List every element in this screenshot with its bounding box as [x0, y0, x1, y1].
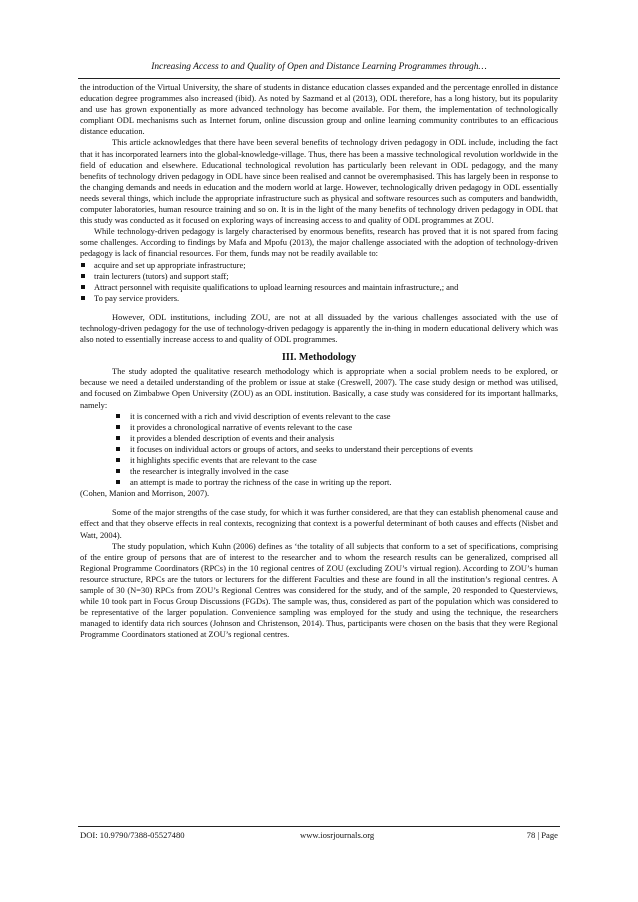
journal-website: www.iosrjournals.org	[300, 830, 375, 840]
paragraph-challenges: While technology-driven pedagogy is largely characterised by enormous benefits, research has proved that it is not spared from facing some challenges. According to findings by Mafa and Mpofu (2013), the major challenge associated with the adoption of technology-driven pedagogy is lack of financial resources. For them, funds may not be readily available to:	[80, 226, 558, 259]
running-title: Increasing Access to and Quality of Open and Distance Learning Programmes through…	[151, 62, 487, 72]
list-item: Attract personnel with requisite qualifications to upload learning resources and maintain infrastructure,; and	[80, 282, 558, 293]
list-item: acquire and set up appropriate infrastructure;	[80, 260, 558, 271]
paragraph-benefits: This article acknowledges that there have been several benefits of technology driven pedagogy in ODL include, including the fact that it has incorporated learners into the global-knowledge-village. Thus, there has been a massive technological revolution worldwide in the field of education and elsewhere. Educational technological revolution has particularly been relevant in ODL pedagogy, and the many benefits of technology driven pedagogy in ODL have since been realised and cannot be overemphasised. This has largely been in response to the changing demands and needs in education and the modern world at large. However, technologically driven pedagogy in ODL essentially needs several things, which include the appropriate infrastructure such as physical and software resources such as computers and bandwidth, computer laboratories, human resource training and so on. It is in the light of the many benefits of technology driven pedagogy in ODL that this study was conducted as it focused on exploring ways of increasing access to and quality of ODL programmes at ZOU.	[80, 137, 558, 226]
list-item: it is concerned with a rich and vivid description of events relevant to the case	[80, 411, 558, 422]
square-bullet-icon	[116, 436, 120, 440]
page-footer	[80, 830, 558, 842]
list-item: it focuses on individual actors or groups of actors, and seeks to understand their perceptions of events	[80, 444, 558, 455]
doi-label: DOI: 10.9790/7388-05527480	[80, 830, 185, 840]
case-study-hallmarks-list	[80, 411, 558, 489]
square-bullet-icon	[81, 274, 85, 278]
square-bullet-icon	[116, 469, 120, 473]
list-item: it highlights specific events that are relevant to the case	[80, 455, 558, 466]
paragraph-population: The study population, which Kuhn (2006) defines as ‘the totality of all subjects that conform to a set of specifications, comprising of the entire group of persons that are of interest to the researcher and to whom the research results can be generalized, comprised all Regional Programme Coordinators (RPCs) in the 10 regional centres of ZOU (excluding ZOU’s virtual region). According to ZOU’s human resource structure, RPCs are the tutors or lecturers for the different Faculties and these are found in all the institution’s regional centres. A sample of 30 (N=30) RPCs from ZOU’s Regional Centres was considered for the study, and of the sample, 20 responded to Questerviews, while 10 took part in Focus Group Discussions (FGDs). The sample was, thus, considered as part of the population which was considered to be representative of the larger population. Convenience sampling was employed for the study and using the technique, the researchers managed to identify data rich sources (Johnson and Christenson, 2014). Thus, participants were chosen on the basis that they were Regional Programme Coordinators stationed at ZOU’s regional centres.	[80, 540, 558, 640]
funding-list	[80, 260, 558, 304]
square-bullet-icon	[116, 447, 120, 451]
list-item: it provides a chronological narrative of events relevant to the case	[80, 422, 558, 433]
header-rule	[78, 78, 560, 79]
square-bullet-icon	[116, 414, 120, 418]
paragraph-methodology: The study adopted the qualitative research methodology which is appropriate when a social problem needs to be explored, or because we need a detailed understanding of the problem or issue at stake (Creswell, 2007). The case study design or method was utilised, and focused on Zimbabwe Open University (ZOU) as an ODL institution. Basically, a case study was considered for its important hallmarks, namely:	[80, 366, 558, 410]
square-bullet-icon	[116, 425, 120, 429]
footer-rule	[78, 826, 560, 827]
list-item: To pay service providers.	[80, 293, 558, 304]
list-item: train lecturers (tutors) and support staff;	[80, 271, 558, 282]
square-bullet-icon	[116, 458, 120, 462]
page-number: 78 | Page	[526, 830, 558, 840]
paragraph-virtual-university: the introduction of the Virtual University, the share of students in distance education classes expanded and the percentage enrolled in distance education degree programmes also increased (ibid). As noted by Sazmand et al (2013), ODL therefore, has a long history, but its popularity and use has grown exponentially as more advanced technology has become available. For them, the implementation of technologically compliant ODL mechanisms such as Internet forum, online discussion group and online learning community contributes to an efficacious distance education.	[80, 82, 558, 137]
paragraph-strengths: Some of the major strengths of the case study, for which it was further considered, are that they can establish phenomenal cause and effect and that they observe effects in real contexts, recognizing that context is a powerful determinant of both causes and effects (Nisbet and Watt, 2004).	[80, 507, 558, 540]
list-item: an attempt is made to portray the richness of the case in writing up the report.	[80, 477, 558, 488]
paragraph-odl-institutions: However, ODL institutions, including ZOU, are not at all dissuaded by the various challenges associated with the use of technology-driven pedagogy for the use of technology-driven pedagogy is apparently the in-thing in modern educational delivery which was also noted to essentially increase access to and quality of ODL programmes.	[80, 311, 558, 345]
section-heading: III. Methodology	[281, 352, 357, 364]
square-bullet-icon	[81, 285, 85, 289]
article-body	[80, 82, 558, 641]
list-item: it provides a blended description of events and their analysis	[80, 433, 558, 444]
citation: (Cohen, Manion and Morrison, 2007).	[80, 488, 210, 499]
square-bullet-icon	[81, 296, 85, 300]
square-bullet-icon	[116, 480, 120, 484]
list-item: the researcher is integrally involved in the case	[80, 466, 558, 477]
square-bullet-icon	[81, 263, 85, 267]
